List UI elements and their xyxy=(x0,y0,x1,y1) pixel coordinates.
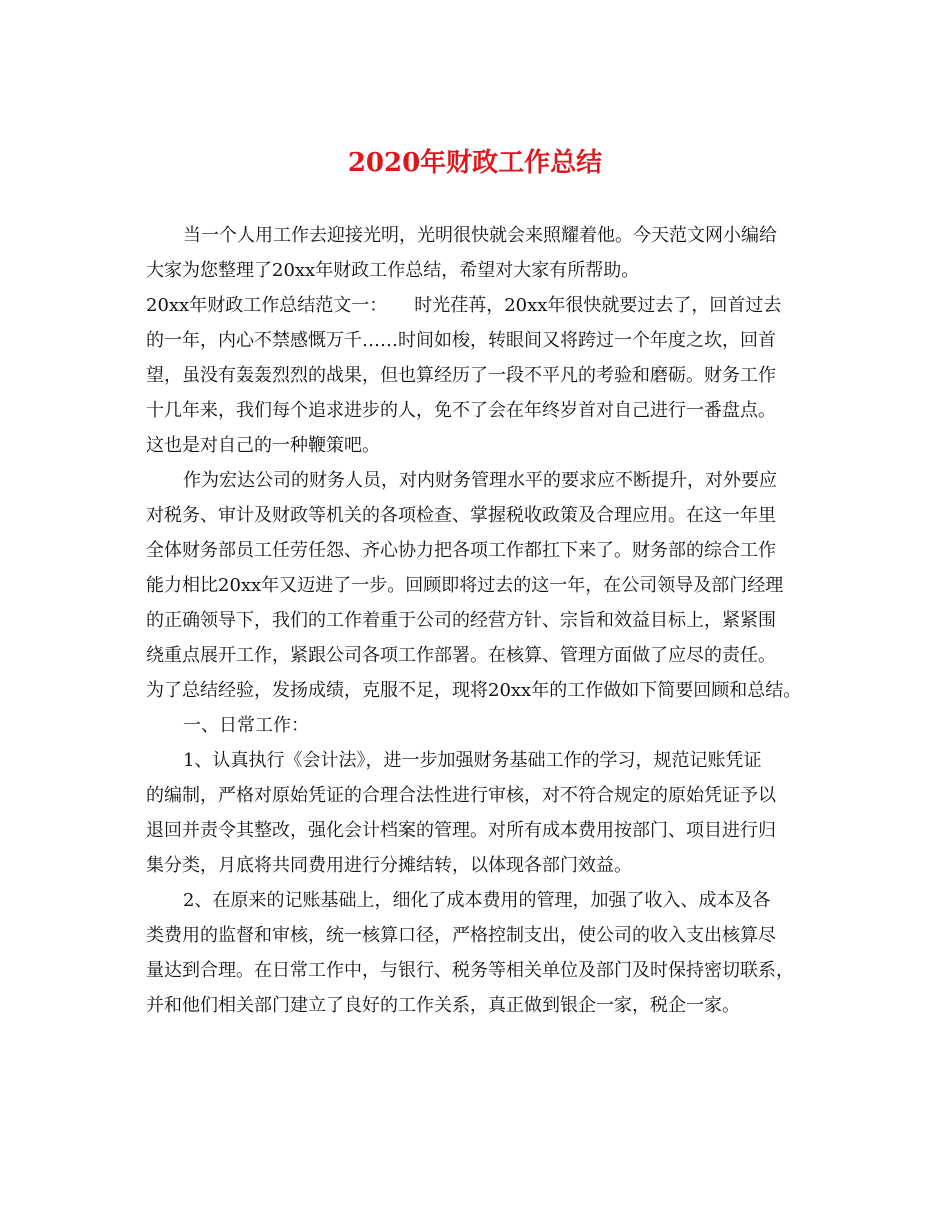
body-line: 全体财务部员工任劳任怨、齐心协力把各项工作都扛下来了。财务部的综合工作 xyxy=(146,540,776,561)
body-line: 绕重点展开工作，紧跟公司各项工作部署。在核算、管理方面做了应尽的责任。 xyxy=(146,645,776,666)
body-line: 当一个人用工作去迎接光明，光明很快就会来照耀着他。今天范文网小编给 xyxy=(183,225,777,246)
body-line: 的一年，内心不禁感慨万千……时间如梭，转眼间又将跨过一个年度之坎，回首 xyxy=(146,330,776,351)
body-line: 并和他们相关部门建立了良好的工作关系，真正做到银企一家，税企一家。 xyxy=(146,995,740,1016)
body-line: 20xx年财政工作总结范文一： 时光荏苒，20xx年很快就要过去了，回首过去 xyxy=(146,295,782,316)
body-line: 的正确领导下，我们的工作着重于公司的经营方针、宗旨和效益目标上，紧紧围 xyxy=(146,610,776,631)
body-line: 1、认真执行《会计法》，进一步加强财务基础工作的学习，规范记账凭证 xyxy=(183,750,762,771)
body-line: 十几年来，我们每个追求进步的人，免不了会在年终岁首对自己进行一番盘点。 xyxy=(146,400,776,421)
body-line: 2、在原来的记账基础上，细化了成本费用的管理，加强了收入、成本及各 xyxy=(183,890,771,911)
body-line: 集分类，月底将共同费用进行分摊结转，以体现各部门效益。 xyxy=(146,855,632,876)
document-title: 2020年财政工作总结 xyxy=(347,148,603,178)
body-line: 望，虽没有轰轰烈烈的战果，但也算经历了一段不平凡的考验和磨砺。财务工作 xyxy=(146,365,776,386)
section-heading: 一、日常工作： xyxy=(183,715,309,736)
body-line: 大家为您整理了20xx年财政工作总结，希望对大家有所帮助。 xyxy=(146,260,640,281)
body-line: 类费用的监督和审核，统一核算口径，严格控制支出，使公司的收入支出核算尽 xyxy=(146,925,776,946)
body-line: 对税务、审计及财政等机关的各项检查、掌握税收政策及合理应用。在这一年里 xyxy=(146,505,776,526)
body-line: 量达到合理。在日常工作中，与银行、税务等相关单位及部门及时保持密切联系， xyxy=(146,960,794,981)
body-line: 能力相比20xx年又迈进了一步。回顾即将过去的这一年，在公司领导及部门经理 xyxy=(146,575,784,596)
body-line: 作为宏达公司的财务人员，对内财务管理水平的要求应不断提升，对外要应 xyxy=(183,470,777,491)
body-line: 退回并责令其整改，强化会计档案的管理。对所有成本费用按部门、项目进行归 xyxy=(146,820,776,841)
body-line: 的编制，严格对原始凭证的合理合法性进行审核，对不符合规定的原始凭证予以 xyxy=(146,785,776,806)
body-line: 这也是对自己的一种鞭策吧。 xyxy=(146,435,380,456)
body-line: 为了总结经验，发扬成绩，克服不足，现将20xx年的工作做如下简要回顾和总结。 xyxy=(146,680,802,701)
